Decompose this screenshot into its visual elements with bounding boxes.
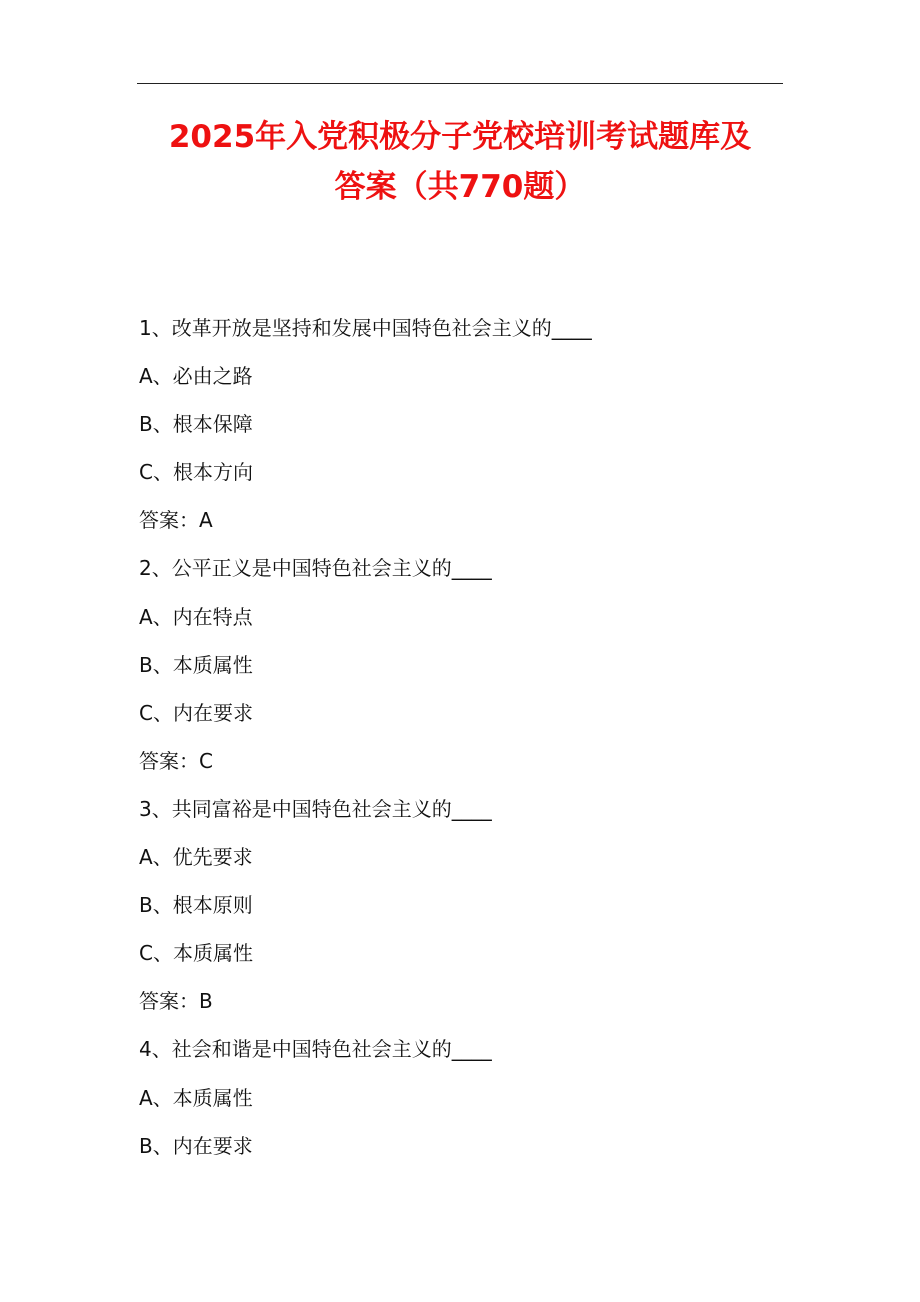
answer-text: 答案：B	[139, 989, 213, 1014]
question-text: 1、改革开放是坚持和发展中国特色社会主义的____	[139, 316, 592, 340]
title-line-1: 2025年入党积极分子党校培训考试题库及	[168, 119, 752, 155]
option-c: C、本质属性	[139, 941, 253, 966]
title-line-2: 答案（共770题）	[334, 169, 586, 205]
option-c: C、内在要求	[139, 700, 253, 725]
option-b: B、内在要求	[139, 1133, 253, 1158]
option-b: B、本质属性	[139, 652, 253, 677]
answer-text: 答案：C	[139, 748, 213, 773]
option-a: A、必由之路	[139, 364, 253, 389]
option-a: A、优先要求	[139, 845, 253, 870]
option-a: A、本质属性	[139, 1085, 253, 1110]
question-text: 3、共同富裕是中国特色社会主义的____	[139, 796, 492, 821]
question-text: 2、公平正义是中国特色社会主义的____	[139, 556, 492, 581]
option-b: B、根本原则	[139, 893, 253, 918]
option-c: C、根本方向	[139, 460, 253, 485]
question-text: 4、社会和谐是中国特色社会主义的____	[139, 1037, 492, 1062]
question-list	[139, 310, 799, 1176]
option-a: A、内在特点	[139, 604, 253, 629]
answer-text: 答案：A	[139, 508, 213, 533]
document-title	[100, 112, 820, 212]
header-rule	[137, 83, 783, 84]
option-b: B、根本保障	[139, 412, 253, 437]
